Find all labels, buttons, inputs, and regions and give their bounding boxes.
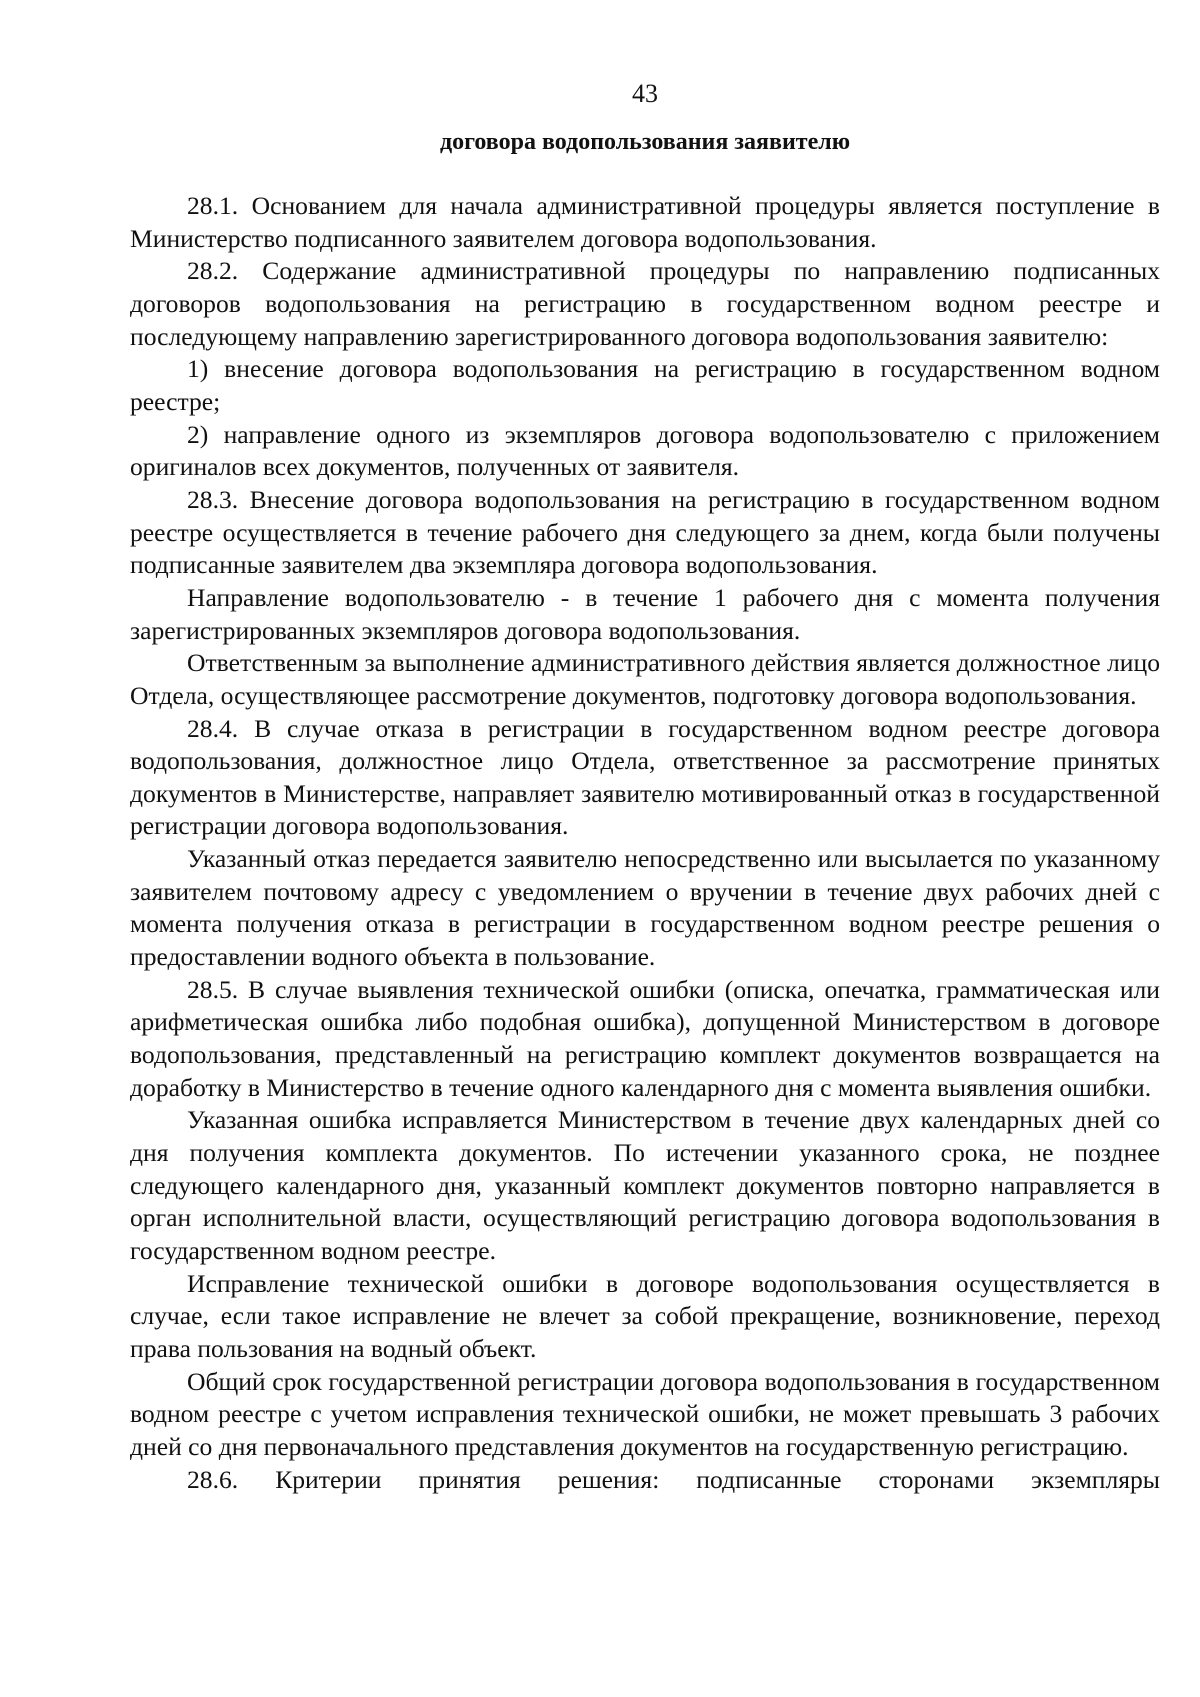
paragraph-error-fix: Указанная ошибка исправляется Министерством в течение двух календарных дней со дня получения комплекта документов. По истечении указанного срока, не позднее следующего календарного дня, указанный комплект документов повторно направляется в орган исполнительной власти, осуществляющий регистрацию договора водопользования в государственном водном реестре.: [130, 1105, 1160, 1265]
paragraph-28-4: 28.4. В случае отказа в регистрации в государственном водном реестре договора водопользования, должностное лицо Отдела, ответственное за рассмотрение принятых документов в Министерстве, направляет заявителю мотивированный отказ в государственной регистрации договора водопользования.: [130, 713, 1160, 841]
paragraph-correction: Исправление технической ошибки в договоре водопользования осуществляется в случае, если такое исправление не влечет за собой прекращение, возникновение, переход права пользования на водный объект.: [130, 1268, 1160, 1363]
paragraph-total-term: Общий срок государственной регистрации договора водопользования в государственном водном реестре с учетом исправления технической ошибки, не может превышать 3 рабочих дней со дня первоначального представления документов на государственную регистрацию.: [130, 1366, 1160, 1461]
paragraph-28-6: 28.6. Критерии принятия решения: подписанные сторонами экземпляры: [187, 1464, 1160, 1494]
paragraph-direction: Направление водопользователю - в течение 1 рабочего дня с момента получения зарегистрированных экземпляров договора водопользования.: [130, 582, 1160, 645]
page-number: 43: [632, 79, 658, 108]
paragraph-refusal: Указанный отказ передается заявителю непосредственно или высылается по указанному заявителем почтовому адресу с уведомлением о вручении в течение двух рабочих дней с момента получения отказа в регистрации в государственном водном реестре решения о предоставлении водного объекта в пользование.: [130, 844, 1160, 972]
paragraph-responsible: Ответственным за выполнение административного действия является должностное лицо Отдела, осуществляющее рассмотрение документов, подготовку договора водопользования.: [130, 648, 1160, 710]
paragraph-28-3: 28.3. Внесение договора водопользования на регистрацию в государственном водном реестре осуществляется в течение рабочего дня следующего за днем, когда были получены подписанные заявителем два экземпляра договора водопользования.: [130, 484, 1160, 580]
section-title: договора водопользования заявителю: [439, 129, 851, 155]
list-item-2: 2) направление одного из экземпляров договора водопользователю с приложением оригиналов всех документов, полученных от заявителя.: [130, 419, 1160, 482]
paragraph-28-1: 28.1. Основанием для начала административной процедуры является поступление в Министерство подписанного заявителем договора водопользования.: [130, 191, 1160, 253]
document-body: [130, 190, 1160, 1496]
list-item-1: 1) внесение договора водопользования на регистрацию в государственном водном реестре;: [130, 354, 1160, 416]
paragraph-28-2: 28.2. Содержание административной процедуры по направлению подписанных договоров водопользования на регистрацию в государственном водном реестре и последующему направлению зарегистрированного договора водопользования заявителю:: [130, 256, 1160, 351]
paragraph-28-5: 28.5. В случае выявления технической ошибки (описка, опечатка, грамматическая или арифметическая ошибка либо подобная ошибка), допущенной Министерством в договоре водопользования, представленный на регистрацию комплект документов возвращается на доработку в Министерство в течение одного календарного дня с момента выявления ошибки.: [130, 974, 1160, 1102]
document-page: [130, 0, 1160, 1697]
